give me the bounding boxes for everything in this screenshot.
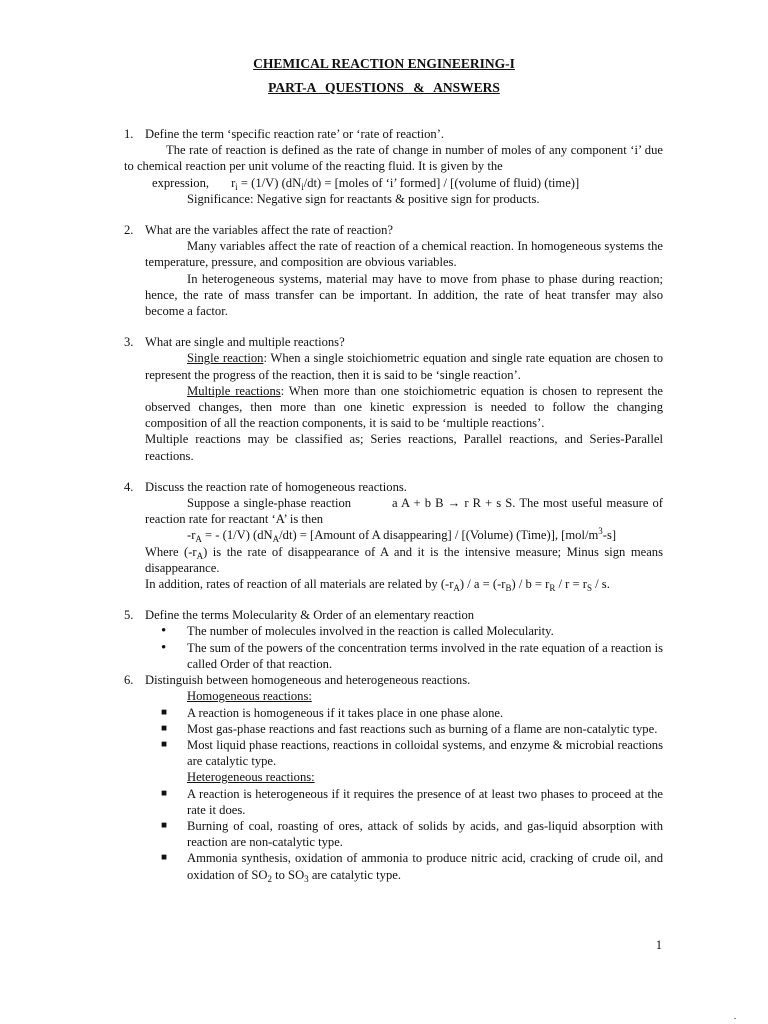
list-item: ■ Ammonia synthesis, oxidation of ammonia to produce nitric acid, cracking of crude oil, and oxidation of $SO_2$ to $SO_3$ are catalytic type.	[161, 851, 663, 884]
reaction-equation: a A + b B → r R + s S.	[392, 496, 516, 511]
answer-paragraph: In heterogeneous systems, material may have to move from phase to phase during reaction; hence, the rate of mass transfer can be important. In addition, the rate of heat transfer may also become a factor.	[145, 271, 663, 319]
question-number: 5.	[124, 608, 134, 623]
question-text: What are the variables affect the rate of reaction?	[145, 223, 393, 238]
list-item: ■ A reaction is heterogeneous if it requires the presence of at least two phases to proceed at the rate it does.	[161, 786, 663, 817]
questions-body	[124, 126, 664, 884]
question-2	[124, 222, 663, 238]
list-item: ■ Most liquid phase reactions, reactions in colloidal systems, and enzyme & microbial reactions are catalytic type.	[161, 737, 663, 769]
page-number: 1	[655, 938, 662, 952]
bullet-square-icon: ■	[161, 852, 168, 864]
list-item: ■ A reaction is homogeneous if it takes place in one phase alone.	[161, 705, 504, 720]
question-1	[124, 126, 663, 142]
bullet-dot-icon: •	[161, 623, 167, 640]
list-item: • The number of molecules involved in the reaction is called Molecularity.	[161, 623, 554, 640]
question-5	[124, 607, 663, 623]
list-item: • The sum of the powers of the concentration terms involved in the rate equation of a reaction is called Order of that reaction.	[161, 639, 663, 671]
homogeneous-heading: Homogeneous reactions:	[187, 689, 312, 704]
question-number: 2.	[124, 223, 134, 238]
bullet-square-icon: ■	[161, 787, 168, 799]
question-text: Distinguish between homogeneous and heterogeneous reactions.	[145, 673, 471, 688]
question-number: 3.	[124, 335, 134, 350]
classification-paragraph: Multiple reactions may be classified as; Series reactions, Parallel reactions, and Series-Parallel reactions.	[145, 432, 663, 463]
question-number: 4.	[124, 479, 134, 494]
list-item: ■ Most gas-phase reactions and fast reactions such as burning of a flame are non-catalytic type.	[161, 721, 658, 736]
bullet-square-icon: ■	[161, 706, 168, 718]
question-number: 6.	[124, 673, 134, 688]
bullet-list	[145, 705, 663, 770]
list-item: ■ Burning of coal, roasting of ores, attack of solids by acids, and gas-liquid absorption with reaction are non-catalytic type.	[161, 818, 663, 850]
question-text: Define the terms Molecularity & Order of an elementary reaction	[145, 608, 475, 623]
bullet-square-icon: ■	[161, 738, 168, 750]
rate-relation: In addition, rates of reaction of all materials are related by $(-r_A) / a = (-r_B) / b = r_R / r = r_S / s$.	[145, 577, 610, 594]
question-text: Define the term ‘specific reaction rate’ or ‘rate of reaction’.	[145, 127, 445, 141]
scan-speck	[734, 1018, 736, 1019]
bullet-dot-icon: •	[161, 639, 167, 656]
rate-expression: expression, $r_i = (1/V) (dN_i/dt)$ = [moles of ‘i’ formed] / [(volume of fluid) (time)]	[152, 175, 580, 192]
where-paragraph: Where $(-r_A)$ is the rate of disappearance of A and it is the intensive measure; Minus sign means disappearance.	[145, 544, 663, 575]
question-3	[124, 334, 663, 350]
significance-line: Significance: Negative sign for reactants & positive sign for products.	[187, 191, 540, 206]
single-reaction-definition: Single reaction: When a single stoichiometric equation and single rate equation are chosen to represent the progress of the reaction, then it is said to be ‘single reaction’.	[145, 351, 663, 382]
question-text: What are single and multiple reactions?	[145, 335, 345, 350]
question-number: 1.	[124, 127, 134, 141]
answer-paragraph: Many variables affect the rate of reaction of a chemical reaction. In homogeneous systems the temperature, pressure, and composition are obvious variables.	[145, 239, 663, 270]
question-text: Discuss the reaction rate of homogeneous reactions.	[145, 479, 407, 494]
question-6	[124, 672, 663, 688]
answer-paragraph: The rate of reaction is defined as the rate of change in number of moles of any component ‘i’ due to chemical reaction per unit volume of the reacting fluid. It is given by the	[124, 143, 663, 174]
bullet-square-icon: ■	[161, 819, 168, 831]
question-4	[124, 479, 663, 495]
bullet-list	[145, 786, 663, 883]
heterogeneous-heading: Heterogeneous reactions:	[187, 770, 315, 785]
multiple-reaction-definition: Multiple reactions: When more than one stoichiometric equation is chosen to represent the observed changes, then more than one kinetic expression is needed to follow the changing composition of all the reaction components, it is said to be ‘multiple reactions’.	[145, 383, 663, 431]
reaction-paragraph: Suppose a single-phase reaction a A + b B → r R + s S. The most useful measure of reaction rate for reactant ‘A’ is then	[145, 496, 664, 527]
document-title: CHEMICAL REACTION ENGINEERING-I	[253, 56, 515, 71]
bullet-square-icon: ■	[161, 722, 168, 734]
document-subtitle: PART-A QUESTIONS & ANSWERS	[268, 80, 500, 95]
bullet-list	[145, 623, 663, 672]
rate-equation: $-r_A$ = - (1/V) $(dN_A/dt)$ = [Amount of A disappearing] / [(Volume) (Time)], $[mol/m^3-s]$	[187, 526, 617, 545]
